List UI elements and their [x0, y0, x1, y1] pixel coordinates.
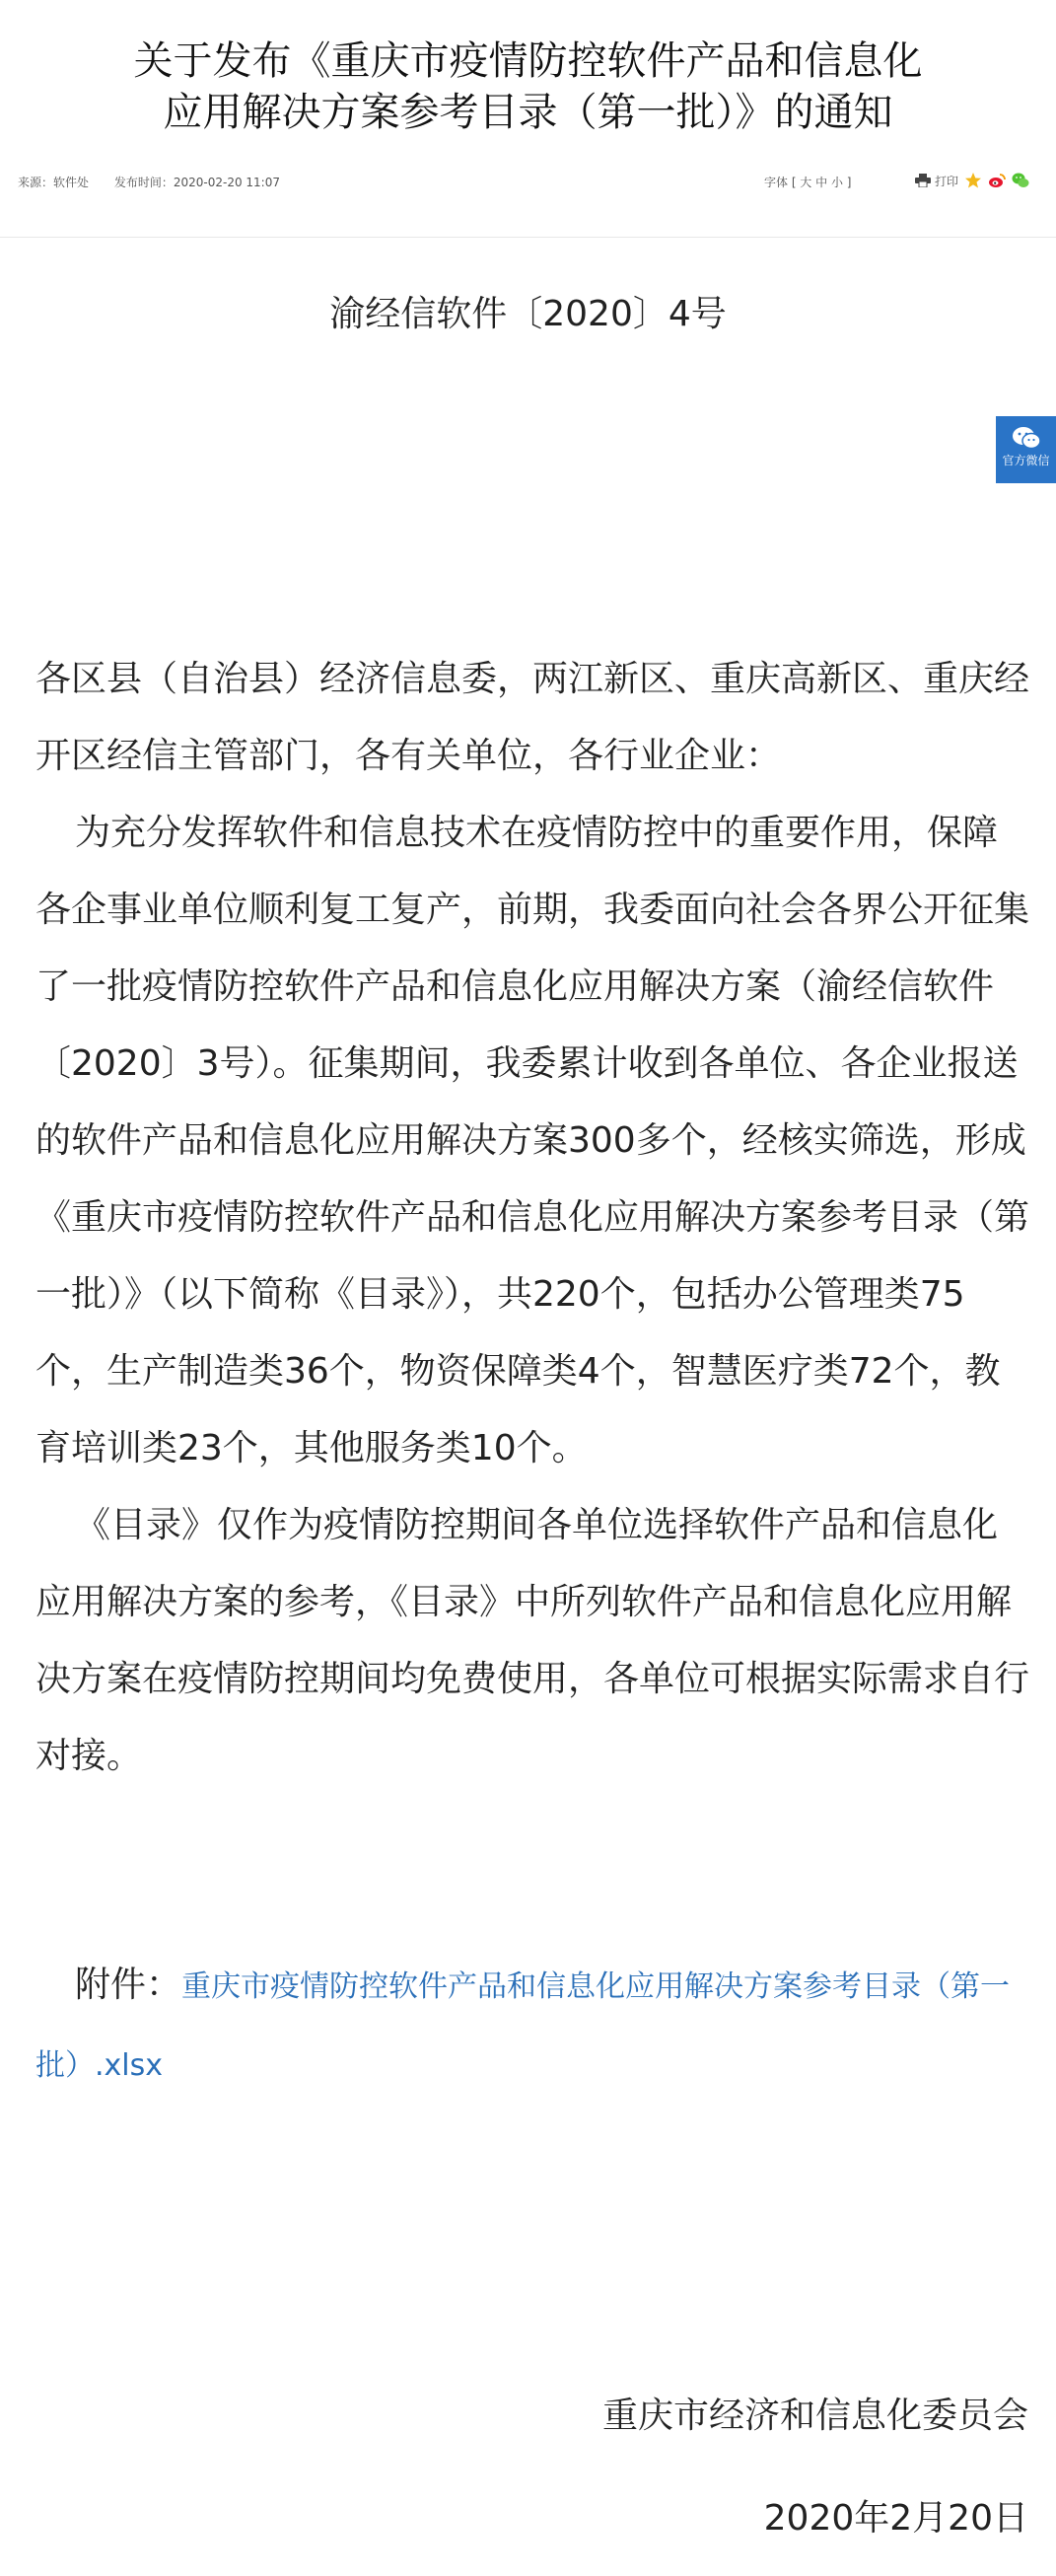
star-icon[interactable] [964, 172, 982, 189]
page-title [39, 36, 1017, 138]
title-line-1: 关于发布《重庆市疫情防控软件产品和信息化 [133, 38, 923, 84]
signature-date: 2020年2月20日 [763, 2498, 1028, 2539]
font-size-control[interactable]: 字体 [ 大 中 小 ] [764, 176, 852, 189]
wechat-float-label: 官方微信 [1002, 454, 1050, 467]
article-body [35, 641, 1029, 2105]
official-wechat-float[interactable] [996, 416, 1056, 483]
article-meta [18, 174, 302, 190]
attachment-label: 附件： [75, 1965, 182, 2005]
print-icon[interactable] [915, 174, 931, 187]
publish-time-text: 发布时间：2020-02-20 11:07 [113, 176, 280, 189]
wechat-icon [1012, 426, 1041, 450]
salutation: 各区县（自治县）经济信息委，两江新区、重庆高新区、重庆经开区经信主管部门，各有关单位，各行业企业： [35, 659, 1030, 776]
document-number: 渝经信软件〔2020〕4号 [329, 294, 727, 334]
attachment-link[interactable]: 重庆市疫情防控软件产品和信息化应用解决方案参考目录（第一批）.xlsx [35, 1969, 1011, 2083]
source-text: 来源：软件处 [18, 176, 90, 189]
spacer [35, 1795, 1029, 1947]
wechat-share-icon[interactable] [1012, 172, 1029, 189]
weibo-icon[interactable] [988, 172, 1006, 189]
paragraph-2: 《目录》仅作为疫情防控期间各单位选择软件产品和信息化应用解决方案的参考，《目录》中所列软件产品和信息化应用解决方案在疫情防控期间均免费使用，各单位可根据实际需求自行对接。 [35, 1505, 1030, 1776]
signature-block [602, 2365, 1028, 2570]
header-divider [0, 237, 1056, 238]
article-tools [915, 172, 1029, 189]
print-button[interactable]: 打印 [935, 174, 959, 188]
signature-org: 重庆市经济和信息化委员会 [601, 2396, 1028, 2436]
title-line-2: 应用解决方案参考目录（第一批）》的通知 [163, 90, 893, 135]
attachment [35, 1947, 1029, 2105]
paragraph-1: 为充分发挥软件和信息技术在疫情防控中的重要作用，保障各企事业单位顺利复工复产，前期，我委面向社会各界公开征集了一批疫情防控软件产品和信息化应用解决方案（渝经信软件〔2020〕3号）。征集期间，我委累计收到各单位、各企业报送的软件产品和信息化应用解决方案300多个，经核实筛选，形成《重庆市疫情防控软件产品和信息化应用解决方案参考目录（第一批）》（以下简称《目录》），共220个，包括办公管理类75个，生产制造类36个，物资保障类4个，智慧医疗类72个，教育培训类23个，其他服务类10个。 [35, 813, 1030, 1468]
